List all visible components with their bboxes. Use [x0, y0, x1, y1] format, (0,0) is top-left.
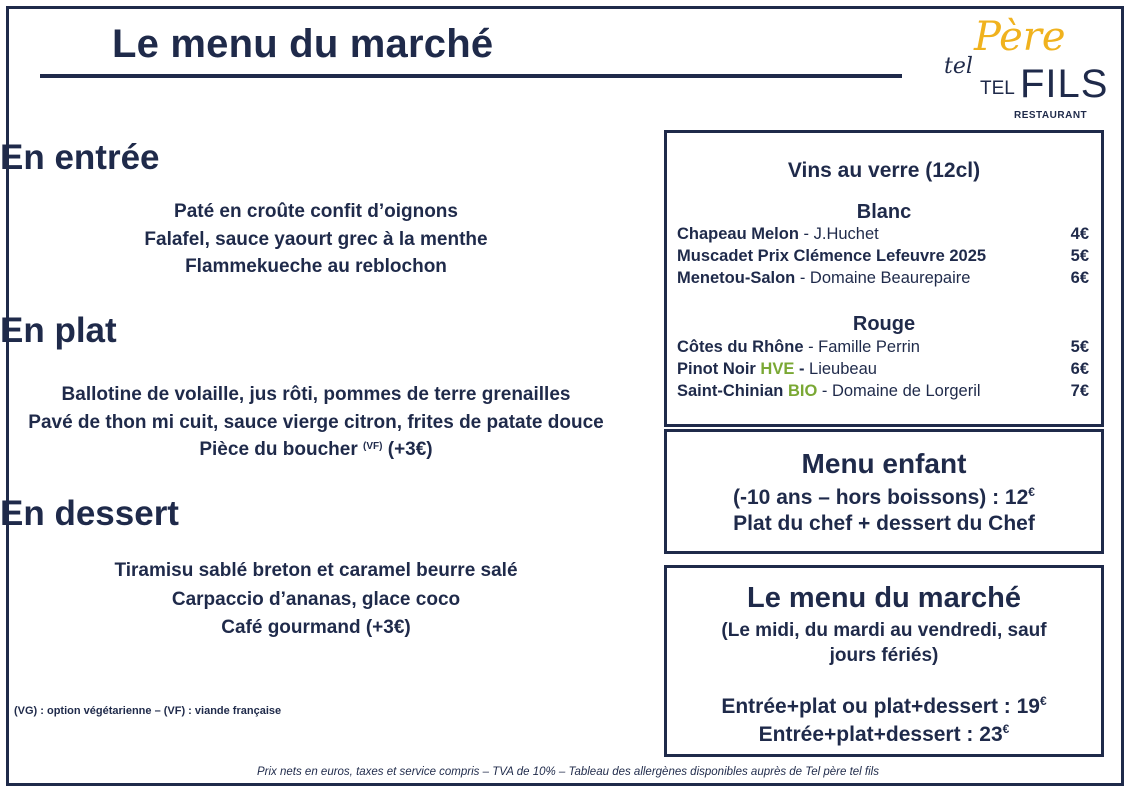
footer-note: Prix nets en euros, taxes et service compris – TVA de 10% – Tableau des allergènes disponibles auprès de Tel père tel fils	[257, 766, 879, 778]
lunch-menu-conditions-2: jours fériés)	[829, 645, 939, 666]
wine-producer: Domaine Beaurepaire	[809, 269, 971, 287]
legend-note: (VG) : option végétarienne – (VF) : viande française	[14, 705, 282, 717]
viande-francaise-tag: (VF)	[363, 441, 383, 452]
wines-box	[664, 130, 1104, 427]
plat-item: Ballotine de volaille, jus rôti, pommes de terre grenailles	[61, 384, 571, 405]
wine-separator: -	[803, 338, 819, 356]
lunch-menu-euro: €	[1039, 694, 1047, 708]
wine-producer: Domaine de Lorgeril	[831, 382, 981, 400]
wine-name: Pinot Noir	[677, 360, 756, 378]
wines-rouge-heading: Rouge	[852, 313, 916, 335]
title-underline	[40, 74, 902, 78]
wine-producer: Lieubeau	[809, 360, 877, 378]
logo-restaurant-word: RESTAURANT	[1014, 110, 1088, 121]
wine-separator: -	[817, 382, 832, 400]
wine-separator: -	[795, 269, 810, 287]
kids-menu-content: Plat du chef + dessert du Chef	[733, 512, 1035, 535]
lunch-menu-euro: €	[1002, 722, 1010, 736]
lunch-menu-box	[664, 565, 1104, 757]
plat-item	[0, 439, 632, 461]
plat-item: Pavé de thon mi cuit, sauce vierge citron, frites de patate douce	[28, 412, 604, 433]
page-title: Le menu du marché	[112, 22, 494, 66]
entree-item: Falafel, sauce yaourt grec à la menthe	[144, 229, 488, 250]
lunch-menu-price-1	[667, 694, 1101, 719]
wine-price: 5€	[1070, 247, 1089, 265]
wine-name: Muscadet Prix Clémence Lefeuvre 2025	[677, 247, 987, 265]
dessert-item: Tiramisu sablé breton et caramel beurre salé	[114, 560, 518, 581]
lunch-menu-title: Le menu du marché	[747, 582, 1021, 614]
wine-price: 6€	[1070, 269, 1089, 287]
wine-label-bio: BIO	[787, 382, 818, 400]
wine-price: 6€	[1070, 360, 1089, 378]
wines-blanc-heading: Blanc	[856, 201, 912, 223]
wine-name: Saint-Chinian	[677, 382, 784, 400]
logo-tel-word-2: TEL	[980, 78, 1015, 99]
wine-name: Chapeau Melon	[677, 225, 799, 243]
entrees-heading: En entrée	[0, 138, 160, 177]
lunch-menu-price-2	[667, 722, 1101, 747]
plat-item-supplement: (+3€)	[387, 439, 433, 460]
wine-separator: -	[798, 225, 814, 243]
wine-producer: J.Huchet	[813, 225, 879, 243]
restaurant-logo	[936, 14, 1109, 132]
wine-name: Côtes du Rhône	[677, 338, 804, 356]
kids-menu-title: Menu enfant	[801, 448, 967, 479]
wine-price: 7€	[1070, 382, 1089, 400]
dessert-item: Café gourmand (+3€)	[221, 617, 411, 638]
logo-fils-word: FILS	[1020, 62, 1109, 106]
wine-price: 5€	[1070, 338, 1089, 356]
wine-row	[677, 382, 1089, 404]
plat-item-text: Pièce du boucher	[199, 439, 358, 460]
wine-row	[677, 269, 1089, 291]
wine-price: 4€	[1070, 225, 1089, 243]
plats-heading: En plat	[0, 311, 117, 350]
wine-row	[677, 360, 1089, 382]
lunch-menu-price-1-text: Entrée+plat ou plat+dessert : 19	[721, 695, 1040, 718]
logo-pere-word: Père	[974, 14, 1066, 60]
lunch-menu-conditions: (Le midi, du mardi au vendredi, sauf	[721, 620, 1047, 641]
kids-menu-conditions-text: (-10 ans – hors boissons) : 12	[733, 486, 1029, 509]
wine-label-hve: HVE	[760, 360, 795, 378]
wine-separator: -	[794, 360, 810, 378]
wine-name: Menetou-Salon	[677, 269, 796, 287]
dessert-item: Carpaccio d’ananas, glace coco	[171, 589, 461, 610]
desserts-heading: En dessert	[0, 494, 179, 533]
wine-row	[677, 338, 1089, 360]
kids-menu-euro: €	[1028, 485, 1035, 499]
kids-menu-conditions	[667, 485, 1101, 510]
lunch-menu-price-2-text: Entrée+plat+dessert : 23	[758, 723, 1003, 746]
kids-menu-box	[664, 429, 1104, 554]
wine-row	[677, 247, 1089, 269]
wine-producer: Famille Perrin	[818, 338, 920, 356]
logo-tel-word: tel	[944, 54, 973, 79]
wine-row	[677, 225, 1089, 247]
wines-title: Vins au verre (12cl)	[787, 159, 981, 182]
entree-item: Paté en croûte confit d’oignons	[174, 201, 458, 222]
entree-item: Flammekueche au reblochon	[185, 256, 447, 277]
